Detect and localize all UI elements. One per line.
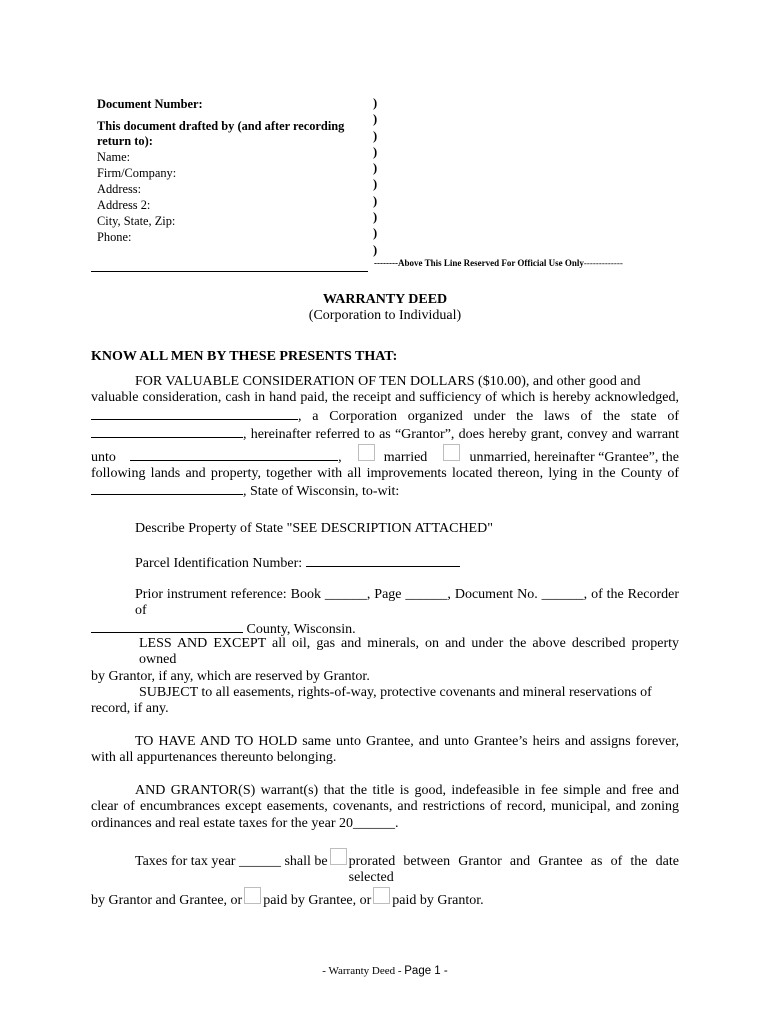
taxes-line-2 — [91, 887, 679, 909]
reserved-tail: ------------- — [583, 258, 623, 268]
prior-line-1 — [91, 587, 679, 620]
field-city-state-zip: City, State, Zip: — [97, 214, 176, 228]
paren: ) — [373, 96, 378, 110]
subject-to-line1: SUBJECT to all easements, rights-of-way, protective covenants and mineral reservations of — [139, 685, 652, 700]
to-have-line1: TO HAVE AND TO HOLD same unto Grantee, and unto Grantee’s heirs and assigns forever, — [135, 734, 679, 749]
consideration-paragraph — [91, 374, 679, 501]
deed-subtitle: (Corporation to Individual) — [308, 308, 462, 323]
drafted-by-line2: return to): — [97, 134, 153, 148]
consideration-line4: , hereinafter referred to as “Grantor”, does hereby grant, convey and warrant — [243, 427, 679, 443]
footer-label: - Warranty Deed - — [322, 965, 402, 977]
state-blank[interactable] — [91, 425, 243, 438]
subject-line-1 — [91, 685, 679, 701]
consideration-line-3 — [91, 407, 679, 425]
consideration-line-1 — [91, 374, 679, 390]
less-line-1 — [91, 636, 679, 669]
consideration-line7: , State of Wisconsin, to-wit: — [243, 484, 400, 500]
drafted-by-line1: This document drafted by (and after recording — [97, 119, 345, 133]
prior-instrument-line2: County, Wisconsin. — [246, 621, 356, 637]
less-except-paragraph — [91, 636, 679, 685]
paren: ) — [373, 144, 378, 159]
deed-title: WARRANTY DEED — [322, 292, 448, 307]
reserved-text: Above This Line Reserved For Official Use Only — [397, 258, 584, 268]
grantee-name-blank[interactable] — [130, 448, 338, 461]
paren: ) — [373, 226, 378, 241]
taxes-line-1 — [91, 848, 679, 887]
consideration-line1: FOR VALUABLE CONSIDERATION OF TEN DOLLARS ($10.00), and other good and — [135, 374, 641, 389]
warrant-line2: clear of encumbrances except easements, covenants, and restrictions of record, municipal, and zoning — [91, 799, 679, 815]
to-have-line-1 — [91, 734, 679, 750]
consideration-line-4 — [91, 425, 679, 443]
prior-instrument-line1: Prior instrument reference: Book ______, Page ______, Document No. ______, of the Recorder of — [135, 587, 679, 619]
subject-to-line2: record, if any. — [91, 701, 169, 717]
unmarried-label: unmarried, hereinafter “Grantee”, the — [469, 449, 679, 465]
field-name: Name: — [97, 150, 131, 164]
consideration-line-7 — [91, 482, 679, 500]
to-have-paragraph — [91, 734, 679, 767]
taxes-paragraph — [91, 848, 679, 909]
taxes-part3: by Grantor and Grantee, or — [91, 892, 243, 908]
married-group — [356, 444, 428, 466]
paren: ) — [373, 193, 378, 208]
taxes-part4: paid by Grantee, or — [263, 892, 372, 908]
unmarried-checkbox[interactable] — [443, 444, 460, 461]
consideration-line6: following lands and property, together with all improvements located thereon, lying in the County of — [91, 466, 679, 482]
taxes-part2: prorated between Grantor and Grantee as of the date selected — [348, 854, 679, 886]
grantee-blank-group: , — [130, 448, 342, 466]
subject-to-paragraph — [91, 685, 679, 718]
field-address2: Address 2: — [97, 198, 151, 212]
less-except-line1: LESS AND EXCEPT all oil, gas and minerals, on and under the above described property owned — [139, 636, 679, 668]
paren: ) — [373, 210, 378, 225]
warrant-paragraph — [91, 783, 679, 832]
unto-text: unto — [91, 449, 116, 465]
paren: ) — [373, 112, 378, 127]
page-footer — [0, 965, 770, 977]
paren: ) — [373, 177, 378, 192]
paid-by-grantor-checkbox[interactable] — [373, 887, 390, 904]
field-address: Address: — [97, 182, 142, 196]
warrant-line1: AND GRANTOR(S) warrant(s) that the title is good, indefeasible in fee simple and free and — [135, 783, 679, 798]
recording-divider-line — [91, 271, 368, 272]
parcel-label: Parcel Identification Number: — [135, 556, 303, 571]
warrant-line3: ordinances and real estate taxes for the year 20______. — [91, 815, 399, 831]
taxes-part5: paid by Grantor. — [392, 892, 484, 908]
warrant-line-1 — [91, 783, 679, 799]
footer-page: Page 1 - — [404, 965, 448, 977]
field-firm: Firm/Company: — [97, 166, 177, 180]
county-blank[interactable] — [91, 482, 243, 495]
field-phone: Phone: — [97, 230, 132, 244]
consideration-line2: valuable consideration, cash in hand paid, the receipt and sufficiency of which is hereby acknowledged, — [91, 390, 679, 406]
parcel-line — [135, 554, 675, 572]
paren: ) — [373, 128, 378, 143]
paren: ) — [373, 161, 378, 176]
taxes-part1: Taxes for tax year ______ shall be — [135, 854, 328, 869]
document-number-label: Document Number: — [97, 97, 203, 111]
reserved-dashes: -------- — [374, 258, 398, 268]
married-label: married — [383, 449, 428, 465]
married-checkbox[interactable] — [358, 444, 375, 461]
consideration-line-5 — [91, 444, 679, 466]
prior-instrument-paragraph — [91, 587, 679, 638]
paid-by-grantee-checkbox[interactable] — [244, 887, 261, 904]
grantor-name-blank[interactable] — [91, 407, 298, 420]
recorder-county-blank[interactable] — [91, 620, 243, 633]
official-use-notice — [374, 258, 623, 268]
less-except-line2: by Grantor, if any, which are reserved by Grantor. — [91, 668, 370, 684]
parcel-number-blank[interactable] — [306, 554, 460, 567]
paren: ) — [373, 242, 378, 257]
consideration-line1-text — [135, 374, 679, 390]
paren-column — [373, 95, 385, 258]
know-all-heading: KNOW ALL MEN BY THESE PRESENTS THAT: — [91, 349, 398, 364]
describe-property: Describe Property of State "SEE DESCRIPTION ATTACHED" — [135, 521, 493, 536]
to-have-line2: with all appurtenances thereunto belonging. — [91, 750, 337, 766]
prorated-checkbox[interactable] — [330, 848, 347, 865]
consideration-line3: , a Corporation organized under the laws of the state of — [298, 408, 679, 424]
unmarried-group — [441, 444, 679, 466]
